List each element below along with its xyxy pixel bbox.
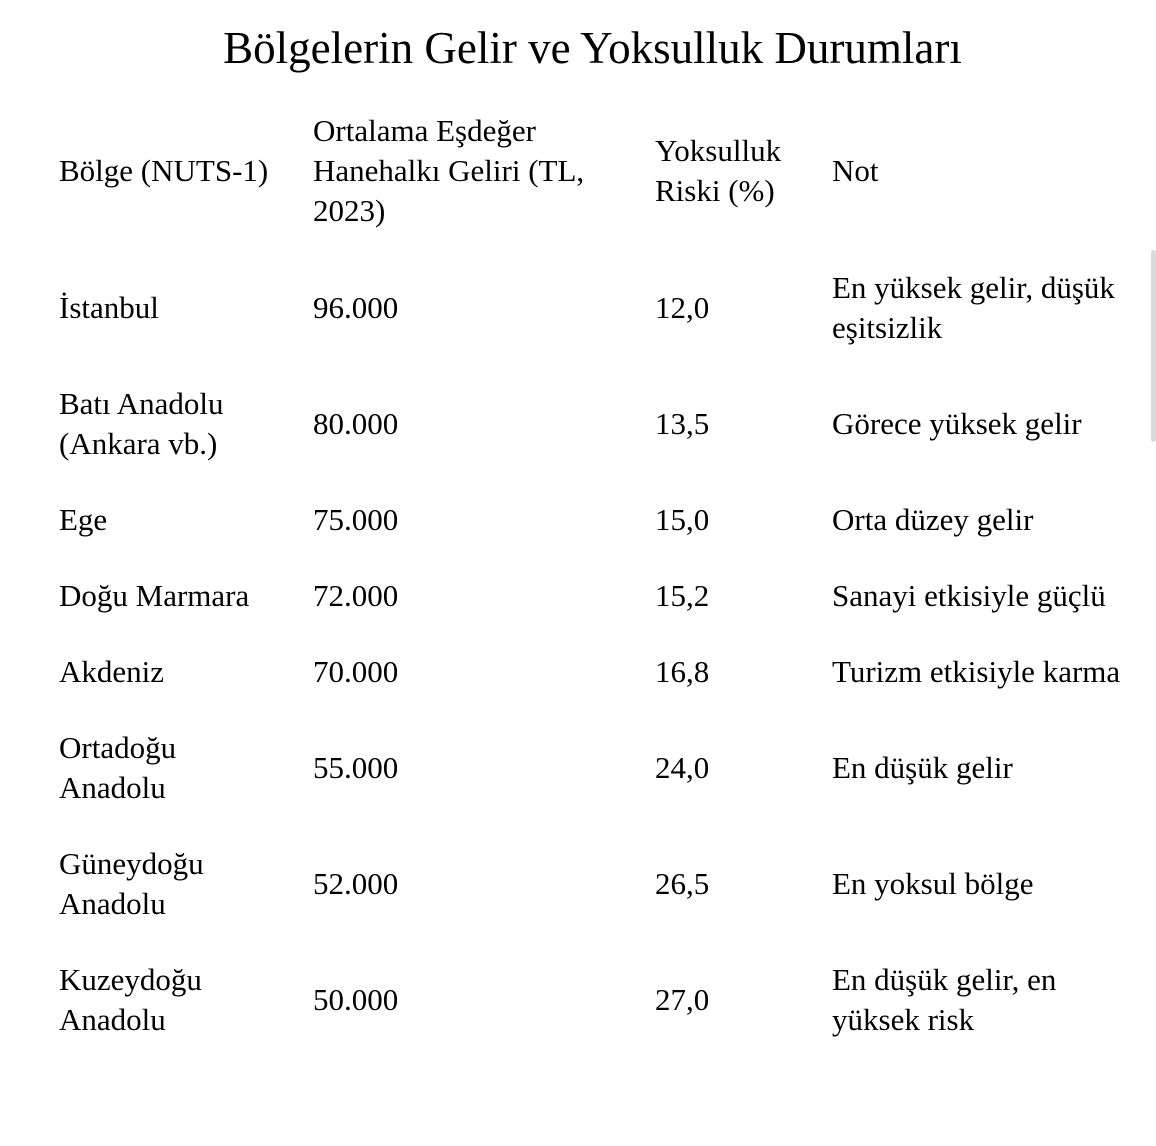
cell-income: 75.000 <box>313 502 399 537</box>
cell-region: Ege <box>59 502 108 537</box>
cell-poverty-risk: 24,0 <box>655 750 710 785</box>
cell-income: 55.000 <box>313 750 399 785</box>
cell-region: Doğu Marmara <box>59 578 250 613</box>
cell-region: Kuzeydoğu Anadolu <box>59 962 202 1037</box>
header-poverty-risk: Yoksulluk Riski (%) <box>655 133 782 208</box>
cell-note: En yoksul bölge <box>832 866 1034 901</box>
header-region: Bölge (NUTS-1) <box>59 153 269 188</box>
table-row <box>45 250 1146 366</box>
vertical-scrollbar[interactable] <box>1151 250 1156 442</box>
cell-note: Orta düzey gelir <box>832 502 1034 537</box>
table-row <box>45 826 1146 942</box>
header-note: Not <box>832 153 879 188</box>
cell-income: 52.000 <box>313 866 399 901</box>
cell-poverty-risk: 12,0 <box>655 290 710 325</box>
cell-note: Turizm etkisiyle karma <box>832 654 1121 689</box>
cell-poverty-risk: 13,5 <box>655 406 710 441</box>
cell-income: 80.000 <box>313 406 399 441</box>
income-poverty-table <box>45 92 1146 1058</box>
header-income: Ortalama Eşdeğer Hanehalkı Geliri (TL, 2023) <box>313 113 585 228</box>
cell-income: 50.000 <box>313 982 399 1017</box>
table-row <box>45 558 1146 634</box>
cell-note: En düşük gelir, en yüksek risk <box>832 962 1057 1037</box>
table-row <box>45 942 1146 1058</box>
cell-poverty-risk: 27,0 <box>655 982 710 1017</box>
cell-poverty-risk: 16,8 <box>655 654 710 689</box>
cell-poverty-risk: 15,2 <box>655 578 710 613</box>
cell-note: En yüksek gelir, düşük eşitsizlik <box>832 270 1115 345</box>
page-title: Bölgelerin Gelir ve Yoksulluk Durumları <box>223 23 962 73</box>
cell-region: Güneydoğu Anadolu <box>59 846 204 921</box>
cell-region: Akdeniz <box>59 654 165 689</box>
cell-note: Görece yüksek gelir <box>832 406 1082 441</box>
table-row <box>45 366 1146 482</box>
cell-region: Batı Anadolu (Ankara vb.) <box>59 386 224 461</box>
table-header-row <box>45 92 1146 250</box>
table-row <box>45 482 1146 558</box>
cell-poverty-risk: 26,5 <box>655 866 710 901</box>
table-row <box>45 710 1146 826</box>
table-row <box>45 634 1146 710</box>
cell-note: En düşük gelir <box>832 750 1013 785</box>
cell-region: Ortadoğu Anadolu <box>59 730 177 805</box>
cell-income: 96.000 <box>313 290 399 325</box>
cell-region: İstanbul <box>59 290 159 325</box>
cell-income: 72.000 <box>313 578 399 613</box>
cell-note: Sanayi etkisiyle güçlü <box>832 578 1106 613</box>
cell-poverty-risk: 15,0 <box>655 502 710 537</box>
cell-income: 70.000 <box>313 654 399 689</box>
